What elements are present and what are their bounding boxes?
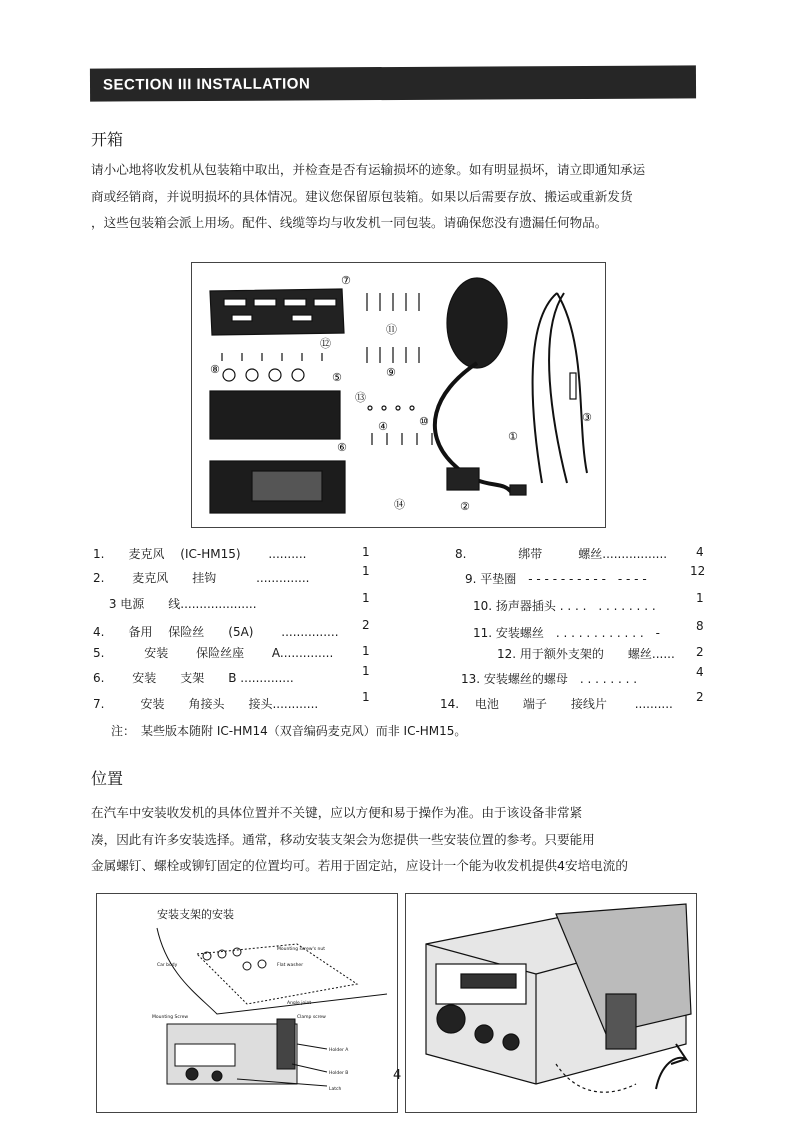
part-label: ⑦ bbox=[341, 274, 351, 287]
accessory-count: 4 bbox=[696, 665, 704, 679]
location-heading: 位置 bbox=[91, 769, 124, 788]
location-line: 金属螺钉、螺栓或铆钉固定的位置均可。若用于固定站，应设计一个能为收发机提供4安培电流的 bbox=[91, 858, 628, 873]
part-label: ② bbox=[460, 500, 470, 513]
accessory-count: 8 bbox=[696, 619, 704, 633]
unpacking-line: 商或经销商，并说明损坏的具体情况。建议您保留原包装箱。如果以后需要存放、搬运或重新发货 bbox=[91, 188, 633, 204]
accessory-count: 2 bbox=[696, 645, 704, 659]
transceiver-illustration bbox=[406, 894, 696, 1112]
callout-text: Holder B bbox=[329, 1071, 349, 1076]
callout-text: Mounting Screw bbox=[152, 1015, 189, 1020]
accessory-count: 1 bbox=[696, 591, 704, 605]
section-header-bar bbox=[90, 65, 696, 101]
accessory-item: 9. 平垫圈 - - - - - - - - - - - - - - bbox=[465, 572, 647, 586]
accessory-item: 6. 安装 支架 B .............. bbox=[93, 671, 294, 685]
bracket-installation-diagram bbox=[96, 893, 398, 1113]
accessory-note: 注： 某些版本随附 IC-HM14（双音编码麦克风）而非 IC-HM15。 bbox=[111, 724, 467, 738]
part-label: ⑩ bbox=[419, 415, 429, 428]
callout-text: Mounting screw's nut bbox=[277, 947, 325, 952]
accessory-count: 1 bbox=[362, 564, 370, 578]
accessory-count: 1 bbox=[362, 591, 370, 605]
transceiver-bracket-photo bbox=[405, 893, 697, 1113]
accessory-item: 2. 麦克风 挂钩 .............. bbox=[93, 571, 310, 585]
location-line: 在汽车中安装收发机的具体位置并不关键，应以方便和易于操作为准。由于该设备非常紧 bbox=[91, 805, 583, 820]
part-label: ③ bbox=[582, 411, 592, 424]
callout-text: Angle joint bbox=[287, 1001, 312, 1006]
accessory-item: 3 电源 线.................... bbox=[93, 597, 257, 611]
unpacking-paragraph bbox=[91, 157, 706, 237]
diagram-title: 安装支架的安装 bbox=[157, 908, 234, 921]
part-label: ⑫ bbox=[320, 337, 331, 350]
part-label: ⑥ bbox=[337, 441, 347, 454]
part-label: ⑬ bbox=[355, 391, 366, 404]
accessory-item: 8. 绑带 螺丝................. bbox=[455, 547, 668, 561]
accessory-item: 12. 用于额外支架的 螺丝...... bbox=[497, 647, 675, 661]
part-label: ⑧ bbox=[210, 363, 220, 376]
accessory-item: 13. 安装螺丝的螺母 . . . . . . . . bbox=[461, 672, 638, 686]
callout-text: Latch bbox=[329, 1087, 342, 1092]
bracket-diagram-svg bbox=[97, 894, 397, 1112]
unpacking-line: ，这些包装箱会派上用场。配件、线缆等均与收发机一同包装。请确保您没有遗漏任何物品。 bbox=[91, 215, 608, 230]
accessory-count: 2 bbox=[696, 690, 704, 704]
accessory-item: 7. 安装 角接头 接头............ bbox=[93, 697, 319, 711]
callout-text: Flat washer bbox=[277, 963, 304, 968]
accessory-item: 5. 安装 保险丝座 A.............. bbox=[93, 646, 334, 660]
callout-text: Clamp screw bbox=[297, 1015, 326, 1020]
page-number: 4 bbox=[393, 1068, 402, 1083]
accessory-item: 10. 扬声器插头 . . . . . . . . . . . . bbox=[473, 599, 656, 613]
location-paragraph bbox=[91, 800, 706, 880]
part-label: ⑨ bbox=[386, 366, 396, 379]
accessory-count: 1 bbox=[362, 644, 370, 658]
callout-text: Car body bbox=[157, 963, 178, 968]
accessory-count: 12 bbox=[690, 564, 706, 578]
part-label: ⑭ bbox=[394, 498, 405, 511]
accessory-count: 1 bbox=[362, 545, 370, 559]
part-label: ⑤ bbox=[332, 371, 342, 384]
accessories-figure bbox=[191, 262, 606, 528]
accessory-item: 11. 安装螺丝 . . . . . . . . . . . . - bbox=[473, 626, 660, 640]
accessory-item: 14. 电池 端子 接线片 .......... bbox=[440, 697, 673, 711]
accessory-item: 4. 备用 保险丝 (5A) ............... bbox=[93, 625, 339, 639]
accessories-illustration bbox=[192, 263, 605, 527]
unpacking-heading: 开箱 bbox=[91, 130, 124, 149]
part-label: ⑪ bbox=[386, 323, 397, 336]
accessory-count: 1 bbox=[362, 664, 370, 678]
accessory-count: 1 bbox=[362, 690, 370, 704]
unpacking-line: 请小心地将收发机从包装箱中取出，并检查是否有运输损坏的迹象。如有明显损坏，请立即通知承运 bbox=[91, 162, 646, 177]
part-label: ① bbox=[508, 430, 518, 443]
accessory-count: 4 bbox=[696, 545, 704, 559]
part-label: ④ bbox=[378, 420, 388, 433]
section-title: SECTION III INSTALLATION bbox=[102, 75, 311, 94]
callout-text: Holder A bbox=[329, 1048, 349, 1053]
accessory-item: 1. 麦克风 (IC-HM15) .......... bbox=[93, 547, 307, 561]
accessory-count: 2 bbox=[362, 618, 370, 632]
location-line: 凑，因此有许多安装选择。通常，移动安装支架会为您提供一些安装位置的参考。只要能用 bbox=[91, 831, 595, 847]
